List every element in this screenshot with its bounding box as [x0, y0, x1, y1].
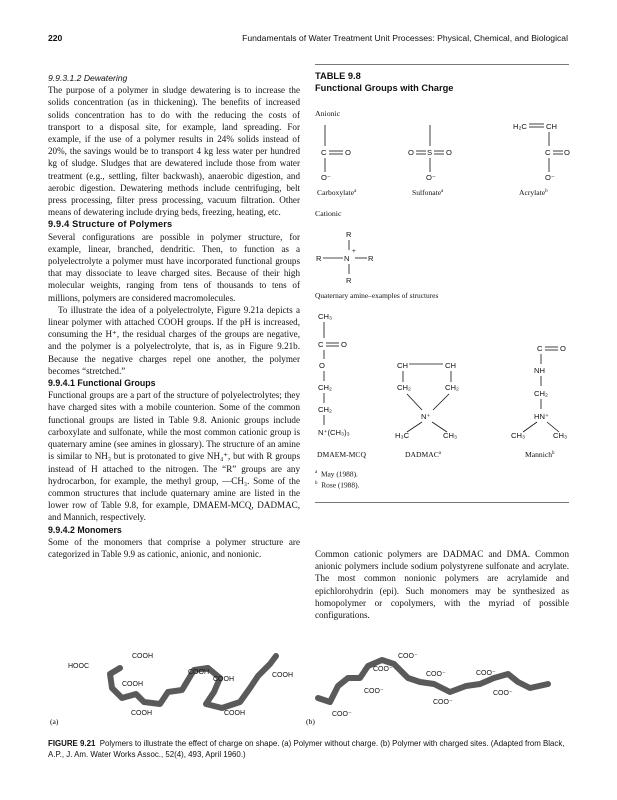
- table-label: TABLE 9.8: [315, 71, 361, 81]
- svg-text:R: R: [346, 276, 352, 285]
- table-footnotes: [315, 468, 569, 491]
- figure-label-b: (b): [306, 717, 315, 726]
- svg-text:H₂C: H₂C: [513, 122, 527, 131]
- carboxylate-structure: [321, 125, 351, 182]
- svg-text:C: C: [318, 340, 324, 349]
- group-label: COOH: [188, 669, 209, 676]
- svg-text:N⁺: N⁺: [421, 412, 431, 421]
- group-label: COOH: [131, 710, 152, 717]
- dmaem-label: DMAEM-MCQ: [317, 450, 366, 459]
- group-label: COO⁻: [373, 666, 393, 673]
- figure-polymers: [48, 646, 570, 726]
- svg-text:CH₃: CH₃: [511, 431, 526, 440]
- svg-text:R: R: [316, 254, 322, 263]
- right-column-text: [315, 548, 569, 621]
- mannich-label: Mannich$^b$: [525, 450, 555, 459]
- monomers-heading: 9.9.4.2 Monomers: [48, 524, 122, 535]
- svg-text:O: O: [319, 361, 325, 370]
- svg-text:+: +: [352, 248, 356, 255]
- running-title: Fundamentals of Water Treatment Unit Processes: Physical, Chemical, and Biological: [242, 33, 568, 43]
- svg-text:CH₂: CH₂: [445, 383, 459, 392]
- svg-text:C: C: [321, 148, 327, 157]
- svg-text:CH: CH: [546, 122, 557, 131]
- dewatering-paragraph: The purpose of a polymer in sludge dewatering is to increase the solids concentration (as in thickening). The benefits of increased solids concentration has to do with the reducing the costs of transport to a disposal site, for example, land spreading. For example, if the use of a polymer results in 24% solids instead of 20%, the savings would be to transport 4 kg less water per hundred kg of sludge. Sludges that are dewatered include those from water treatment (e.g., settling, filter backwash), anaerobic digestion, and aerobic digestion. Dewatering methods include centrifuging, belt press processing, filter press processing, vacuum filtration. Other means of dewatering include drying beds, freezing, heating, etc.: [48, 85, 300, 218]
- footnote-b: $^b$ Rose (1988).: [315, 480, 360, 490]
- svg-text:CH₂: CH₂: [318, 405, 332, 414]
- functional-groups-diagram: [315, 98, 571, 483]
- svg-text:O: O: [345, 148, 351, 157]
- svg-text:CH₃: CH₃: [318, 312, 333, 321]
- svg-text:CH₃: CH₃: [553, 431, 568, 440]
- dmaem-structure: [318, 312, 350, 437]
- group-label: HOOC: [68, 663, 89, 670]
- svg-text:NH: NH: [534, 366, 545, 375]
- svg-text:O: O: [341, 340, 347, 349]
- group-label: COOH: [132, 653, 153, 660]
- right-paragraph: Common cationic polymers are DADMAC and DMA. Common anionic polymers include sodium polystyrene sulfonate and acrylate. The most common nonionic polymers are acrylamide and epichlorohydrin (epi). Such monomers may be synthesized as homopolymer or copolymers, with the myriad of possible configurations.: [315, 549, 569, 621]
- polymer-charged: [306, 653, 548, 726]
- group-label: COOH: [272, 672, 293, 679]
- figure-label-a: (a): [50, 717, 59, 726]
- svg-text:C: C: [537, 344, 543, 353]
- cationic-label: Cationic: [315, 209, 342, 218]
- polymer-uncharged: [50, 653, 293, 726]
- structure-paragraph-2: To illustrate the idea of a polyelectrolyte, Figure 9.21a depicts a linear polymer with attached COOH groups. If the pH is increased, consuming the H⁺, the residual charges of the groups are negative, and the polymer is a polyelectrolyte, that is, as in Figure 9.21b. Because the negative charges repel one another, the polymer becomes “stretched.”: [48, 304, 300, 376]
- table-bottom-rule: [315, 502, 569, 503]
- svg-text:O: O: [560, 344, 566, 353]
- svg-text:C: C: [545, 148, 551, 157]
- chain-b: [318, 660, 548, 702]
- svg-text:N: N: [344, 254, 350, 263]
- svg-text:CH₂: CH₂: [318, 383, 332, 392]
- group-label: COO⁻: [364, 688, 384, 695]
- structure-paragraph-1: Several configurations are possible in polymer structure, for example, linear, branched, dendritic. Then, to function as a polyelectrolyte a polymer must have incorporated functional groups that may dissociate to leave charged sites. Because of their high molecular weights, ranging from tens of thousands to tens of millions, polymers are considered macromolecules.: [48, 231, 300, 303]
- svg-text:N⁺(CH₃)₃: N⁺(CH₃)₃: [318, 428, 350, 437]
- svg-text:O⁻: O⁻: [426, 173, 436, 182]
- group-label: COO⁻: [433, 699, 453, 706]
- svg-text:O: O: [564, 148, 570, 157]
- figure-caption-text: Polymers to illustrate the effect of charge on shape. (a) Polymer without charge. (b) Polymer with charged sites. (Adapted from Black, A.P., J. Am. Water Works Assoc., 52(4), 493, April 1960.): [48, 739, 565, 759]
- left-column: [48, 72, 300, 560]
- group-label: COOH: [224, 710, 245, 717]
- svg-text:R: R: [346, 230, 352, 239]
- monomers-paragraph: Some of the monomers that comprise a polymer structure are categorized in Table 9.9 as cationic, anionic, and nonionic.: [48, 536, 300, 559]
- svg-text:O⁻: O⁻: [321, 173, 331, 182]
- group-label: COOH: [122, 681, 143, 688]
- svg-text:R: R: [368, 254, 374, 263]
- svg-text:CH₃: CH₃: [443, 431, 458, 440]
- anionic-label: Anionic: [315, 109, 341, 118]
- figure-caption-label: FIGURE 9.21: [48, 739, 96, 748]
- table-top-rule: [315, 64, 569, 65]
- quaternary-caption: Quaternary amine–examples of structures: [315, 291, 439, 300]
- group-label: COO⁻: [398, 653, 418, 660]
- structure-heading: 9.9.4 Structure of Polymers: [48, 219, 173, 230]
- svg-text:CH: CH: [445, 361, 456, 370]
- svg-text:CH₂: CH₂: [534, 389, 548, 398]
- svg-text:S: S: [427, 148, 433, 157]
- dadmac-label: DADMAC$^a$: [405, 450, 441, 459]
- functional-groups-heading: 9.9.4.1 Functional Groups: [48, 378, 156, 389]
- svg-text:H₃C: H₃C: [395, 431, 410, 440]
- carboxylate-label: Carboxylate$^a$: [317, 188, 357, 197]
- svg-text:O: O: [446, 148, 452, 157]
- svg-text:CH₂: CH₂: [397, 383, 411, 392]
- table-title-block: [315, 70, 569, 94]
- group-label: COOH: [213, 676, 234, 683]
- acrylate-structure: [513, 122, 570, 182]
- dadmac-structure: [395, 361, 459, 440]
- page-number: 220: [48, 33, 63, 43]
- svg-text:HN⁺: HN⁺: [534, 412, 549, 421]
- dewatering-heading: 9.9.3.1.2 Dewatering: [48, 73, 128, 83]
- figure-caption: [48, 738, 570, 760]
- functional-groups-paragraph: Functional groups are a part of the structure of polyelectrolytes; they have charged sites with a mobile counterion. Some of the common functional groups are listed in Table 9.8. Anionic groups include carboxylate and sulfonate, while the most common cationic group is quaternary amine (see amines in glossary). The structure of an amine is similar to NH₃ but is protonated to give NH₄⁺, but with R groups instead of H attached to the nitrogen. The “R” groups are any hydrocarbon, for example, the methyl group, —CH₃. Some of the common structures that include quaternary amine are listed in the lower row of Table 9.8, for example, DMAEM-MCQ, DADMAC, and Mannich, respectively.: [48, 390, 300, 523]
- footnote-a: $^a$ May (1988).: [315, 469, 358, 479]
- acrylate-label: Acrylate$^b$: [519, 188, 548, 197]
- svg-text:O⁻: O⁻: [545, 173, 555, 182]
- svg-text:O: O: [408, 148, 414, 157]
- running-header: [48, 33, 568, 47]
- quaternary-amine-structure: [316, 230, 374, 285]
- group-label: COO⁻: [476, 670, 496, 677]
- group-label: COO⁻: [493, 690, 513, 697]
- mannich-structure: [511, 344, 567, 440]
- sulfonate-structure: [408, 125, 452, 182]
- sulfonate-label: Sulfonate$^a$: [412, 188, 444, 197]
- table-title: Functional Groups with Charge: [315, 83, 454, 93]
- svg-text:CH: CH: [397, 361, 408, 370]
- group-label: COO⁻: [426, 671, 446, 678]
- group-label: COO⁻: [332, 711, 352, 718]
